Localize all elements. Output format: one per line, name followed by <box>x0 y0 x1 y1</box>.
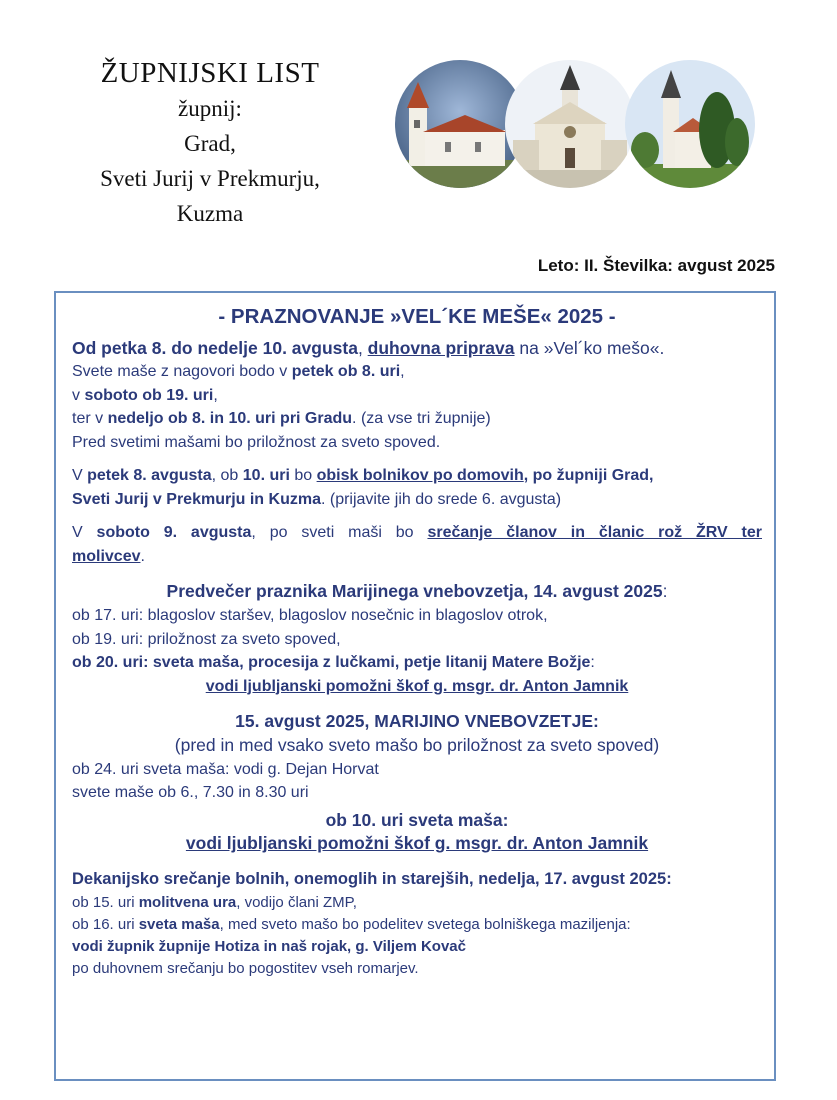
content-box <box>54 291 776 1081</box>
mass-line-2 <box>72 384 762 408</box>
parish-grad: Grad, <box>184 131 236 156</box>
assumption-main-mass: ob 10. uri sveta maša: <box>325 809 509 830</box>
assumption-midnight: ob 24. uri sveta maša: vodi g. Dejan Horvat <box>72 760 379 778</box>
section-sick-visit <box>72 464 762 511</box>
prep-spiritual: duhovna priprava <box>367 337 515 358</box>
deanery-line-4: po duhovnem srečanju bo pogostitev vseh romarjev. <box>72 959 419 977</box>
deanery-l1a: ob 15. uri <box>72 893 139 911</box>
section-eve <box>72 578 762 698</box>
rosary-c: , po sveti maši bo <box>251 524 428 541</box>
prep-sep: , <box>357 337 368 358</box>
church-photo-sveti-jurij <box>505 60 635 188</box>
mass-saturday: soboto ob 19. uri <box>84 386 214 404</box>
sick-c: , ob <box>211 467 243 484</box>
rosary-date: soboto 9. avgusta <box>96 524 252 541</box>
church-photo-kuzma <box>625 60 755 188</box>
deanery-title: Dekanijsko srečanje bolnih, onemoglih in starejših, nedelja, 17. avgust 2025: <box>72 869 672 888</box>
mass-line-2-end: , <box>213 386 218 404</box>
rosary-line-2 <box>72 545 762 569</box>
section-masses <box>72 360 762 454</box>
sick-line-1 <box>72 464 762 488</box>
section-preparation <box>72 337 762 361</box>
rosary-meeting-link: srečanje članov in članic rož ŽRV ter <box>427 524 762 541</box>
eve-title-end: : <box>662 581 668 601</box>
confession-note: Pred svetimi mašami bo priložnost za sveto spoved. <box>72 433 441 451</box>
deanery-line-1 <box>72 892 762 914</box>
eve-line-3 <box>72 651 762 675</box>
deanery-l2c: , med sveto mašo bo podelitev svetega bolniškega maziljenja: <box>219 915 631 933</box>
rosary-a: V <box>72 524 97 541</box>
deanery-l1c: , vodijo člani ZMP, <box>236 893 357 911</box>
deanery-line-2 <box>72 914 762 936</box>
sick-parishes: Sveti Jurij v Prekmurju in Kuzma <box>72 490 321 508</box>
deanery-prayer-hour: molitvena ura <box>138 893 237 911</box>
sick-a: V <box>72 467 88 484</box>
sick-date: petek 8. avgusta <box>87 467 212 484</box>
rosary-prayers: molivcev <box>72 547 141 565</box>
eve-line-2: ob 19. uri: priložnost za sveto spoved, <box>72 630 341 648</box>
assumption-morning: svete maše ob 6., 7.30 in 8.30 uri <box>72 784 309 801</box>
eve-title-text: Predvečer praznika Marijinega vnebovzetja, 14. avgust 2025 <box>166 581 663 601</box>
deanery-mass: sveta maša <box>138 915 220 933</box>
mass-line-3-text: ter v <box>72 410 108 427</box>
sick-visit-link: obisk bolnikov po domovih <box>316 467 524 484</box>
assumption-bishop: vodi ljubljanski pomožni škof g. msgr. dr. Anton Jamnik <box>185 833 649 853</box>
rosary-end: . <box>140 547 145 565</box>
parish-sveti-jurij: Sveti Jurij v Prekmurju, <box>100 166 320 191</box>
eve-bishop: vodi ljubljanski pomožni škof g. msgr. dr. Anton Jamnik <box>205 677 629 695</box>
mass-line-3-end: . (za vse tri župnije) <box>352 410 491 427</box>
newsletter-title: ŽUPNIJSKI LIST <box>100 57 320 89</box>
prep-line-1 <box>72 337 762 361</box>
mass-line-1 <box>72 360 762 384</box>
deanery-l2a: ob 16. uri <box>72 915 139 933</box>
mass-line-2-text: v <box>72 386 85 404</box>
section-assumption <box>72 708 762 856</box>
parishes-label: župnij: <box>178 96 242 121</box>
mass-friday: petek ob 8. uri <box>291 363 401 380</box>
mass-line-3 <box>72 407 762 431</box>
eve-line-1: ob 17. uri: blagoslov staršev, blagoslov nosečnic in blagoslov otrok, <box>72 607 548 624</box>
section-deanery-meeting <box>72 866 762 980</box>
assumption-title: 15. avgust 2025, MARIJINO VNEBOVZETJE: <box>235 711 599 731</box>
issue-info: Leto: II. Številka: avgust 2025 <box>537 256 775 275</box>
main-heading: - PRAZNOVANJE »VEL´KE MEŠE« 2025 - <box>218 305 616 328</box>
sick-register: . (prijavite jih do srede 6. avgusta) <box>320 490 562 508</box>
eve-line-3-text: ob 20. uri: sveta maša, procesija z lučkami, petje litanij Matere Božje <box>72 654 591 671</box>
sick-time: 10. uri <box>242 467 290 484</box>
parish-kuzma: Kuzma <box>176 201 244 226</box>
church-photos <box>395 60 765 200</box>
page-header <box>0 0 837 290</box>
sick-g: , po župniji Grad, <box>523 467 654 484</box>
content <box>72 305 762 980</box>
mass-line-1-end: , <box>400 363 405 380</box>
rosary-line-1 <box>72 521 762 545</box>
assumption-confession: (pred in med vsako sveto mašo bo priložnost za sveto spoved) <box>174 735 660 755</box>
prep-dates: Od petka 8. do nedelje 10. avgusta <box>72 337 358 358</box>
eve-line-3-end: : <box>590 654 595 671</box>
section-rosary-meeting <box>72 521 762 568</box>
title-block <box>40 55 380 231</box>
mass-sunday: nedeljo ob 8. in 10. uri pri Gradu <box>107 410 353 427</box>
prep-for: na »Vel´ko mešo«. <box>514 337 665 358</box>
sick-e: bo <box>289 467 317 484</box>
sick-line-2 <box>72 488 762 512</box>
eve-title <box>72 578 762 604</box>
mass-line-1-text: Svete maše z nagovori bodo v <box>72 363 292 380</box>
deanery-line-3: vodi župnik župnije Hotiza in naš rojak, g. Viljem Kovač <box>72 937 466 955</box>
